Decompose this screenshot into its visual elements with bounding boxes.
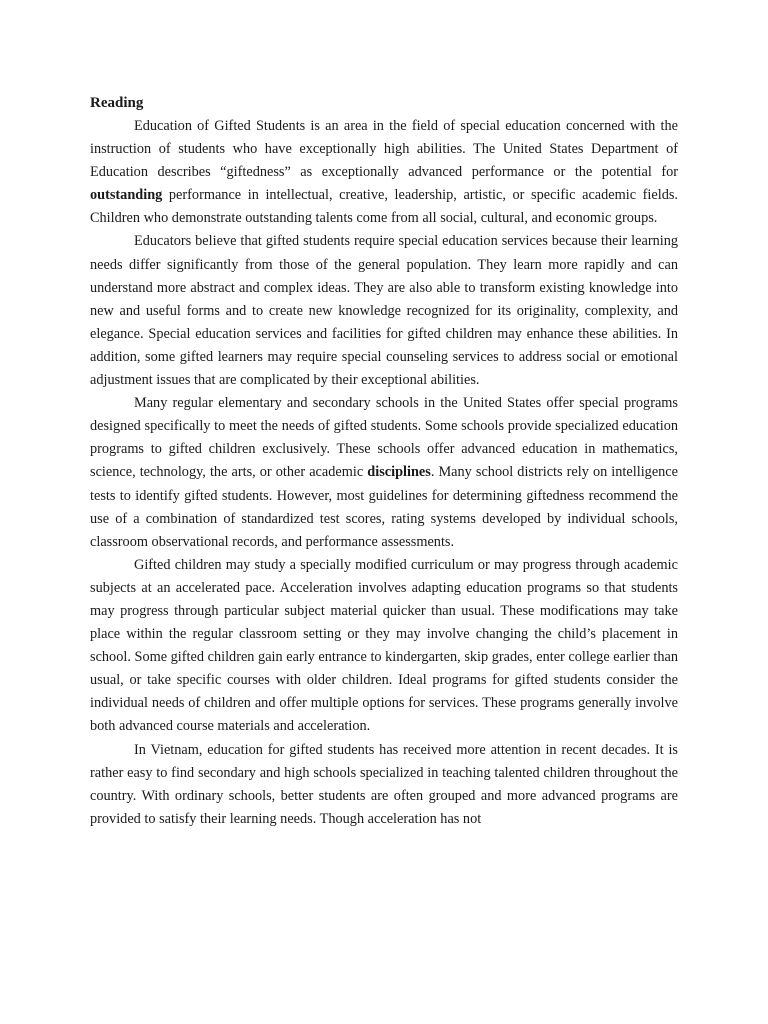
reading-body [90,115,678,831]
paragraph-text: . Many school districts rely on intelligence tests to identify gifted students. However, most guidelines for determining giftedness recommend the use of a combination of standardized test scores, rating systems developed by individual schools, classroom observational records, and performance assessments. [90,464,678,550]
paragraph-text: Many regular elementary and secondary schools in the United States offer special programs designed specifically to meet the needs of gifted students. Some schools provide specialized education programs to gifted children exclusively. These schools offer advanced education in mathematics, science, technology, the arts, or other academic [90,395,678,481]
paragraph-3 [90,392,678,554]
bold-term: outstanding [90,187,163,204]
paragraph-text: Educators believe that gifted students require special education services because their learning needs differ significantly from those of the general population. They learn more rapidly and can understand more abstract and complex ideas. They are also able to transform existing knowledge into new and useful forms and to create new knowledge recognized for its originality, complexity, and elegance. Special education services and facilities for gifted children may enhance these abilities. In addition, some gifted learners may require special counseling services to address social or emotional adjustment issues that are complicated by their exceptional abilities. [90,233,678,389]
paragraph-5 [90,739,678,831]
paragraph-text: Education of Gifted Students is an area in the field of special education concerned with the instruction of students who have exceptionally high abilities. The United States Department of Education describes “giftedness” as exceptionally advanced performance or the potential for [90,118,678,181]
paragraph-text: In Vietnam, education for gifted students has received more attention in recent decades. It is rather easy to find secondary and high schools specialized in teaching talented children throughout the country. With ordinary schools, better students are often grouped and more advanced programs are provided to satisfy their learning needs. Though acceleration has not [90,741,678,827]
paragraph-text: performance in intellectual, creative, leadership, artistic, or specific academic fields. Children who demonstrate outstanding talents come from all social, cultural, and economic groups. [90,187,678,227]
bold-term: disciplines [367,464,431,481]
paragraph-4 [90,554,678,739]
section-heading: Reading [90,95,144,111]
paragraph-1 [90,115,678,230]
paragraph-2 [90,230,678,392]
paragraph-text: Gifted children may study a specially modified curriculum or may progress through academic subjects at an accelerated pace. Acceleration involves adapting education programs so that students may progress through particular subject material quicker than usual. These modifications may take place within the regular classroom setting or they may involve changing the child’s placement in school. Some gifted children gain early entrance to kindergarten, skip grades, enter college earlier than usual, or take specific courses with older children. Ideal programs for gifted students consider the individual needs of children and offer multiple options for services. These programs generally involve both advanced course materials and acceleration. [90,556,678,735]
reading-document [90,92,678,831]
